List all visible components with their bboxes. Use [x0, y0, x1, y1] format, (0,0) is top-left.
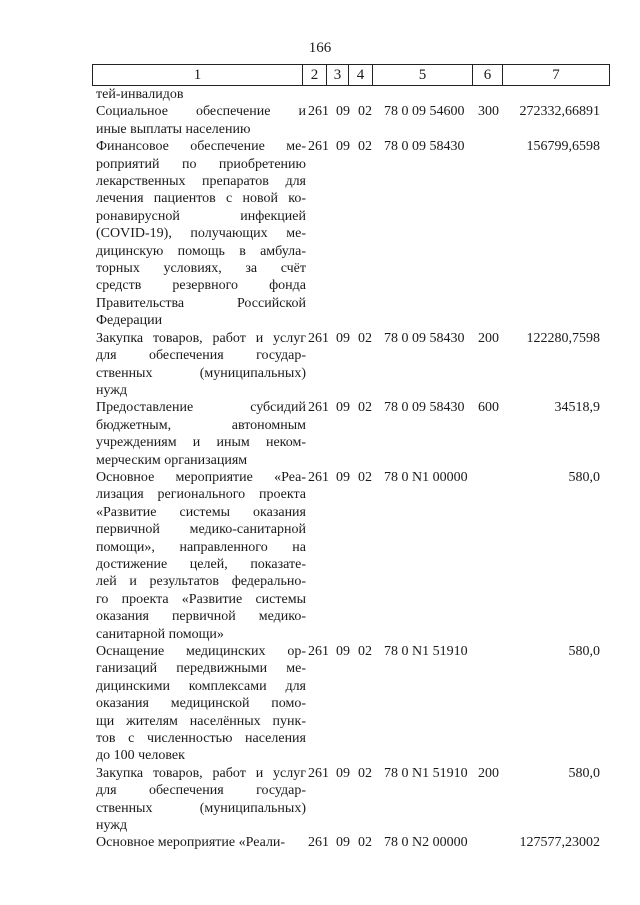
target-article-code: 78 0 09 58430 — [384, 400, 465, 416]
description-line: Финансовое обеспечение ме- — [96, 139, 306, 155]
description-line: лечения пациентов с новой ко- — [96, 191, 306, 207]
row-description — [92, 765, 306, 835]
ministry-code: 261 — [308, 765, 329, 781]
amount: 580,0 — [568, 765, 600, 781]
section-code: 09 — [336, 644, 350, 659]
subsection-code: 02 — [358, 400, 372, 416]
expense-type-code — [478, 469, 512, 643]
description-line: Федерации — [96, 313, 163, 329]
table-row — [92, 834, 610, 851]
ministry-code: 261 — [308, 104, 329, 120]
description-line: Закупка товаров, работ и услуг — [96, 330, 306, 346]
amount: 122280,7598 — [526, 330, 600, 346]
description-line: дицинскую помощь в амбула- — [96, 243, 306, 259]
header-col-3: 3 — [327, 65, 349, 85]
row-description — [92, 834, 306, 851]
ministry-code: 261 — [308, 139, 329, 155]
amount: 272332,66891 — [519, 104, 600, 120]
target-article-code: 78 0 N1 51910 — [384, 644, 468, 659]
target-article-code: 78 0 09 58430 — [384, 139, 465, 155]
table-body — [92, 86, 610, 852]
table-row — [92, 399, 610, 469]
description-line: оказания медицинской помо- — [96, 696, 306, 712]
target-article-code — [384, 86, 478, 103]
description-line: ронавирусной инфекцией — [96, 208, 306, 224]
description-line: роприятий по приобретению — [96, 156, 306, 172]
target-article-code: 78 0 N1 51910 — [384, 765, 468, 781]
table-row — [92, 643, 610, 765]
section-code: 09 — [336, 400, 350, 416]
table-row — [92, 138, 610, 329]
section-code: 09 — [336, 469, 350, 485]
description-line: нужд — [96, 382, 128, 398]
section-code: 09 — [336, 104, 350, 120]
table-row — [92, 103, 610, 138]
description-line: Основное мероприятие «Реа- — [96, 469, 306, 485]
row-description — [92, 399, 306, 469]
header-col-6: 6 — [473, 65, 503, 85]
description-line: оказания первичной медико- — [96, 609, 306, 625]
description-line: Оснащение медицинских ор- — [96, 644, 306, 659]
ministry-code: 261 — [308, 469, 329, 485]
description-line: Закупка товаров, работ и услуг — [96, 765, 306, 781]
expense-type-code — [478, 86, 512, 103]
section-code: 09 — [336, 765, 350, 781]
header-col-4: 4 — [349, 65, 373, 85]
subsection-code: 02 — [358, 644, 372, 659]
table-header — [92, 64, 610, 86]
description-line: го проекта «Развитие системы — [96, 591, 306, 607]
expense-type-code — [478, 138, 512, 329]
description-line: мерческим организациям — [96, 452, 248, 468]
ministry-code: 261 — [308, 400, 329, 416]
expense-type-code: 200 — [478, 330, 499, 346]
description-line: щи жителям населённых пунк- — [96, 713, 306, 729]
row-description — [92, 330, 306, 400]
ministry-code: 261 — [308, 330, 329, 346]
header-col-1: 1 — [93, 65, 303, 85]
table-row — [92, 765, 610, 835]
row-description — [92, 469, 306, 643]
expense-type-code: 300 — [478, 104, 499, 120]
description-line: первичной медико-санитарной — [96, 522, 306, 538]
description-line: иные выплаты населению — [96, 121, 251, 137]
description-line: лей и результатов федерально- — [96, 574, 306, 590]
subsection-code — [358, 86, 384, 103]
table-row — [92, 469, 610, 643]
description-line: Правительства Российской — [96, 295, 306, 311]
description-line: (COVID-19), получающих ме- — [96, 226, 306, 242]
description-line: тей-инвалидов — [96, 87, 184, 102]
target-article-code: 78 0 09 58430 — [384, 330, 465, 346]
row-description — [92, 86, 306, 103]
description-line: до 100 человек — [96, 748, 185, 764]
description-line: санитарной помощи» — [96, 626, 224, 642]
subsection-code: 02 — [358, 139, 372, 155]
description-line: учреждениям и иным неком- — [96, 435, 306, 451]
description-line: средств резервного фонда — [96, 278, 306, 294]
table-row — [92, 86, 610, 103]
description-line: бюджетным, автономным — [96, 417, 306, 433]
description-line: «Развитие системы оказания — [96, 504, 306, 520]
target-article-code: 78 0 N1 00000 — [384, 469, 468, 485]
description-line: достижение целей, показате- — [96, 556, 306, 572]
amount: 156799,6598 — [526, 139, 600, 155]
subsection-code: 02 — [358, 469, 372, 485]
row-description — [92, 138, 306, 329]
amount: 580,0 — [568, 469, 600, 485]
description-line: ганизаций передвижными ме- — [96, 661, 306, 677]
description-line: ственных (муниципальных) — [96, 365, 306, 381]
ministry-code: 261 — [308, 644, 329, 659]
table-row — [92, 330, 610, 400]
ministry-code — [306, 86, 336, 103]
amount: 34518,9 — [554, 400, 600, 416]
target-article-code: 78 0 09 54600 — [384, 104, 465, 120]
description-line: дицинскими комплексами для — [96, 678, 306, 694]
subsection-code: 02 — [358, 835, 372, 851]
subsection-code: 02 — [358, 104, 372, 120]
header-col-5: 5 — [373, 65, 473, 85]
description-line: для обеспечения государ- — [96, 783, 306, 799]
expense-type-code: 200 — [478, 765, 499, 781]
description-line: помощи», направленного на — [96, 539, 306, 555]
target-article-code: 78 0 N2 00000 — [384, 835, 468, 851]
description-line: тов с численностью населения — [96, 731, 306, 747]
expense-type-code: 600 — [478, 400, 499, 416]
description-line: торных условиях, за счёт — [96, 261, 306, 277]
header-col-2: 2 — [303, 65, 327, 85]
row-description — [92, 103, 306, 138]
amount: 127577,23002 — [519, 835, 600, 851]
ministry-code: 261 — [308, 835, 329, 851]
header-col-7: 7 — [552, 67, 560, 83]
description-line: для обеспечения государ- — [96, 348, 306, 364]
description-line: лизация регионального проекта — [96, 487, 306, 503]
section-code: 09 — [336, 835, 350, 851]
subsection-code: 02 — [358, 765, 372, 781]
description-line: Основное мероприятие «Реали- — [96, 835, 286, 851]
page-number: 166 — [308, 40, 332, 56]
expense-type-code — [478, 834, 512, 851]
section-code — [336, 86, 358, 103]
section-code: 09 — [336, 330, 350, 346]
description-line: лекарственных препаратов для — [96, 174, 306, 190]
description-line: Социальное обеспечение и — [96, 104, 306, 120]
amount: 580,0 — [568, 644, 600, 659]
row-description — [92, 643, 306, 765]
expense-type-code — [478, 643, 512, 765]
section-code: 09 — [336, 139, 350, 155]
description-line: ственных (муниципальных) — [96, 800, 306, 816]
subsection-code: 02 — [358, 330, 372, 346]
amount — [512, 86, 610, 103]
description-line: нужд — [96, 818, 128, 834]
description-line: Предоставление субсидий — [96, 400, 306, 416]
